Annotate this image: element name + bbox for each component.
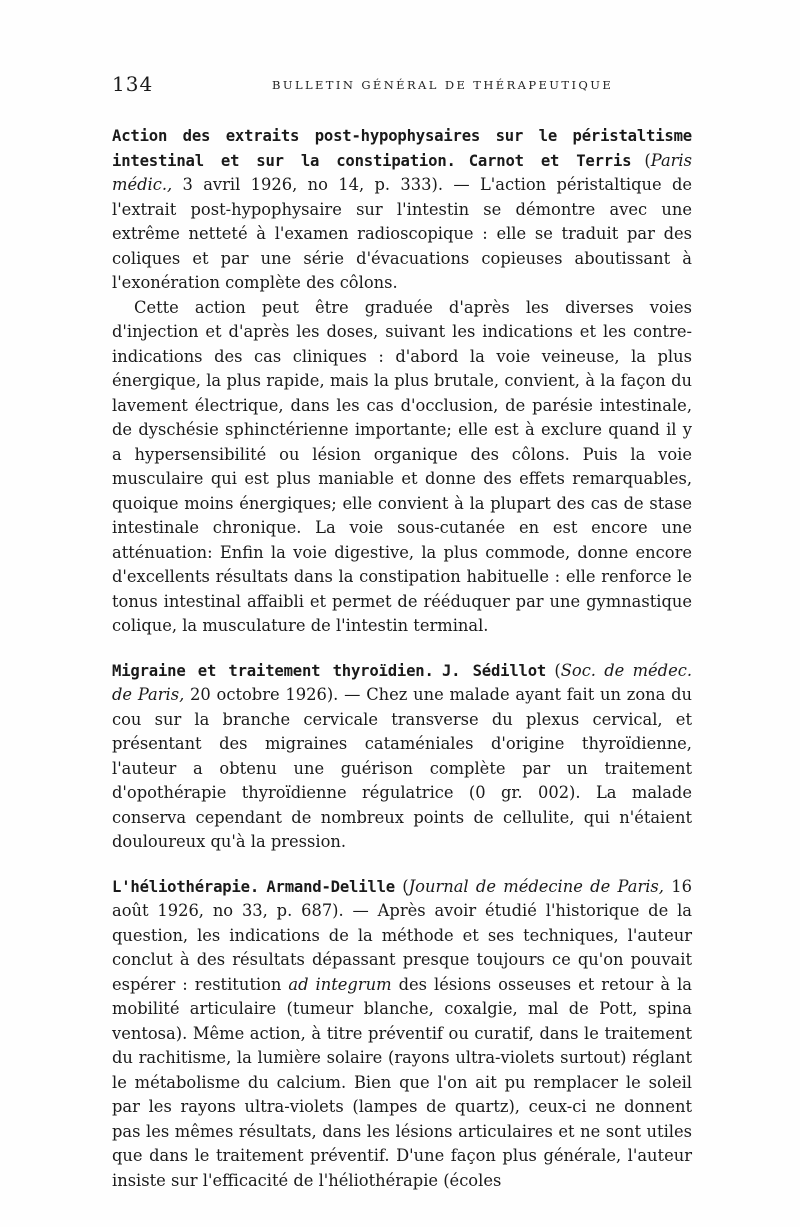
article-body-text-continued: des lésions osseuses et retour à la mobilité articulaire (tumeur blanche, coxalgie, mal de Pott, spina ventosa). Même action, à titre préventif ou curatif, dans le traitement du rachitisme, la lumière solaire (rayons ultra-violets surtout) réglant le métabolisme du calcium. Bien que l'on ait pu remplacer le soleil par les rayons ultra-violets (lampes de quartz), ceux-ci ne donnent pas les mêmes résultats, dans les lésions articulaires et ne sont utiles que dans le traitement préventif. D'une façon plus générale, l'auteur insiste sur l'efficacité de l'héliothérapie (écoles [112,974,692,1190]
article-authors: Armand-Delille [266,877,395,896]
article-authors: J. Sédillot [441,661,547,680]
article-body-text: Chez une malade ayant fait un zona du cou sur la branche cervicale transverse du plexus cervical, et présentant des migraines cataméniales d'origine thyroïdienne, l'auteur a obtenu une guérison complète par un traitement d'opothérapie thyroïdienne régulatrice (0 gr. 002). La malade conserva cependant de nombreux points de cellulite, qui n'étaient douloureux qu'à la pression. [112,685,693,851]
latin-phrase: ad integrum [288,974,392,994]
article-peristaltisme [112,124,692,639]
running-title: BULLETIN GÉNÉRAL DE THÉRAPEUTIQUE [272,78,614,92]
article-body-text: L'action péristaltique de l'extrait post-hypophysaire sur l'intestin se démontre avec une extrême netteté à l'examen radioscopique : elle se traduit par des coliques et par une série d'évacuations copieuses aboutissant à l'exonération complète des côlons. [112,175,693,292]
article-source: Soc. de médec. de Paris, [112,660,692,704]
page-number: 134 [112,72,154,96]
article-title: L'héliothérapie. [112,877,260,896]
article-source: Paris médic., [112,150,692,194]
page-content [112,124,692,1213]
article-migraine [112,659,692,855]
article-authors: Carnot et Terris [468,151,632,170]
page-header [112,72,692,102]
article-paragraph: Cette action peut être graduée d'après les diverses voies d'injection et d'après les doses, suivant les indications et les contre-indications des cas cliniques : d'abord la voie veineuse, la plus énergique, la plus rapide, mais la plus brutale, convient, à la façon du lavement électrique, dans les cas d'occlusion, de parésie intestinale, de dyschésie sphinctérienne importante; elle est à exclure quand il y a hypersensibilité ou lésion organique des côlons. Puis la voie musculaire qui est plus maniable et donne des effets remarquables, quoique moins énergiques; elle convient à la plupart des cas de stase intestinale chronique. La voie sous-cutanée en est encore une atténuation: Enfin la voie digestive, la plus commode, donne encore d'excellents résultats dans la constipation habituelle : elle renforce le tonus intestinal affaibli et permet de rééduquer par une gymnastique colique, la musculature de l'intestin terminal. [112,297,692,635]
article-heliotherapie [112,875,692,1194]
article-citation: 16 août 1926, no 33, p. 687). — [112,876,692,920]
article-lead-paragraph: Action des extraits post-hypophysaires sur le péristaltisme intestinal et sur la constipation. Carnot et Terris (Paris médic., 3 avril 1926, no 14, p. 333). — L'action péristaltique de l'extrait post-hypophysaire sur l'intestin se démontre avec une extrême netteté à l'examen radioscopique : elle se traduit par des coliques et par une série d'évacuations copieuses aboutissant à l'exonération complète des côlons. [112,127,693,292]
article-citation: 3 avril 1926, no 14, p. 333). — [172,175,480,194]
article-lead-paragraph: Migraine et traitement thyroïdien. J. Sédillot (Soc. de médec. de Paris, 20 octobre 1926). — Chez une malade ayant fait un zona du cou sur la branche cervicale transverse du plexus cervical, et présentant des migraines cataméniales d'origine thyroïdienne, l'auteur a obtenu une guérison complète par un traitement d'opothérapie thyroïdienne régulatrice (0 gr. 002). La malade conserva cependant de nombreux points de cellulite, qui n'étaient douloureux qu'à la pression. [112,660,693,851]
article-body-text: Après avoir étudié l'historique de la question, les indications de la méthode et ses techniques, l'auteur conclut à des résultats dépassant presque toujours ce qu'on pouvait espérer : restitution [112,901,692,994]
article-title: Migraine et traitement thyroïdien. [112,661,434,680]
article-source: Journal de médecine de Paris, [408,876,664,896]
article-title: Action des extraits post-hypophysaires sur le péristaltisme intestinal et sur la constipation. [112,127,692,170]
article-lead-paragraph: L'héliothérapie. Armand-Delille (Journal de médecine de Paris, 16 août 1926, no 33, p. 687). — Après avoir étudié l'historique de la question, les indications de la méthode et ses techniques, l'auteur conclut à des résultats dépassant presque toujours ce qu'on pouvait espérer : restitution ad integrum des lésions osseuses et retour à la mobilité articulaire (tumeur blanche, coxalgie, mal de Pott, spina ventosa). Même action, à titre préventif ou curatif, dans le traitement du rachitisme, la lumière solaire (rayons ultra-violets surtout) réglant le métabolisme du calcium. Bien que l'on ait pu remplacer le soleil par les rayons ultra-violets (lampes de quartz), ceux-ci ne donnent pas les mêmes résultats, dans les lésions articulaires et ne sont utiles que dans le traitement préventif. D'une façon plus générale, l'auteur insiste sur l'efficacité de l'héliothérapie (écoles [112,876,692,1190]
article-citation: 20 octobre 1926). — [184,685,367,704]
